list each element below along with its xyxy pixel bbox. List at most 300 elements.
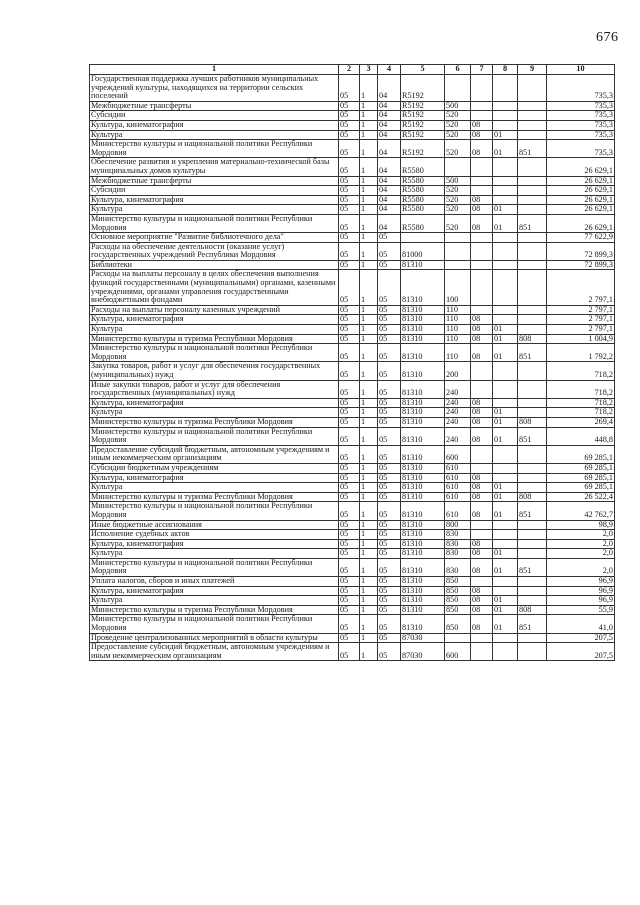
cell-name: Культура, кинематография	[90, 120, 339, 130]
cell-program: 1	[360, 445, 378, 463]
cell-expense-type: 500	[445, 101, 471, 111]
cell-section: 08	[471, 195, 493, 205]
cell-department	[518, 325, 547, 335]
cell-subprogram: 05	[378, 260, 401, 270]
cell-name: Расходы на выплаты персоналу казенных учреждений	[90, 305, 339, 315]
cell-subsection	[493, 120, 518, 130]
table-row	[90, 315, 615, 325]
cell-ministry-code: 05	[339, 260, 360, 270]
cell-ministry-code: 05	[339, 186, 360, 196]
table-header-row	[90, 65, 615, 75]
cell-name: Исполнение судебных актов	[90, 530, 339, 540]
cell-program: 1	[360, 325, 378, 335]
cell-subsection	[493, 242, 518, 260]
cell-subsection	[493, 530, 518, 540]
cell-target-item: R5192	[401, 101, 445, 111]
cell-section	[471, 101, 493, 111]
cell-target-item: 81310	[401, 596, 445, 606]
cell-target-item: 81310	[401, 380, 445, 398]
cell-section: 08	[471, 549, 493, 559]
table-row	[90, 305, 615, 315]
cell-expense-type	[445, 233, 471, 243]
cell-expense-type: 520	[445, 120, 471, 130]
cell-expense-type: 110	[445, 325, 471, 335]
cell-program: 1	[360, 260, 378, 270]
cell-section	[471, 75, 493, 102]
table-row	[90, 427, 615, 445]
table-row	[90, 520, 615, 530]
cell-subprogram: 05	[378, 344, 401, 362]
cell-subprogram: 05	[378, 549, 401, 559]
cell-name: Субсидии	[90, 111, 339, 121]
cell-subsection	[493, 176, 518, 186]
cell-ministry-code: 05	[339, 101, 360, 111]
cell-expense-type	[445, 633, 471, 643]
cell-subprogram: 05	[378, 586, 401, 596]
cell-expense-type: 520	[445, 214, 471, 232]
cell-program: 1	[360, 520, 378, 530]
table-row	[90, 380, 615, 398]
cell-target-item: 81000	[401, 242, 445, 260]
cell-subsection	[493, 362, 518, 380]
cell-subprogram: 05	[378, 417, 401, 427]
cell-amount: 2 797,1	[547, 315, 615, 325]
table-row	[90, 158, 615, 176]
cell-section: 08	[471, 427, 493, 445]
table-row	[90, 596, 615, 606]
cell-ministry-code: 05	[339, 233, 360, 243]
cell-amount: 718,2	[547, 408, 615, 418]
cell-amount: 26 629,1	[547, 214, 615, 232]
table-row	[90, 176, 615, 186]
cell-name: Уплата налогов, сборов и иных платежей	[90, 577, 339, 587]
cell-subprogram: 05	[378, 473, 401, 483]
table-row	[90, 502, 615, 520]
cell-section: 08	[471, 325, 493, 335]
cell-section: 08	[471, 417, 493, 427]
cell-subsection	[493, 633, 518, 643]
cell-ministry-code: 05	[339, 120, 360, 130]
cell-expense-type: 500	[445, 176, 471, 186]
table-row	[90, 233, 615, 243]
cell-program: 1	[360, 205, 378, 215]
table-row	[90, 398, 615, 408]
cell-name: Межбюджетные трансферты	[90, 101, 339, 111]
cell-expense-type: 240	[445, 398, 471, 408]
cell-subsection	[493, 158, 518, 176]
cell-target-item: 81310	[401, 586, 445, 596]
cell-amount: 2 797,1	[547, 325, 615, 335]
table-row	[90, 111, 615, 121]
cell-amount: 69 285,1	[547, 445, 615, 463]
cell-expense-type: 110	[445, 315, 471, 325]
cell-expense-type: 110	[445, 344, 471, 362]
cell-amount: 26 629,1	[547, 176, 615, 186]
cell-target-item: 81310	[401, 427, 445, 445]
cell-target-item: 81310	[401, 334, 445, 344]
cell-subprogram: 05	[378, 530, 401, 540]
table-row	[90, 140, 615, 158]
cell-program: 1	[360, 344, 378, 362]
cell-department	[518, 596, 547, 606]
cell-subsection	[493, 270, 518, 305]
cell-expense-type: 200	[445, 362, 471, 380]
cell-program: 1	[360, 362, 378, 380]
cell-subsection	[493, 195, 518, 205]
table-row	[90, 408, 615, 418]
cell-subprogram: 05	[378, 362, 401, 380]
cell-program: 1	[360, 615, 378, 633]
cell-ministry-code: 05	[339, 195, 360, 205]
cell-target-item: 81310	[401, 463, 445, 473]
cell-section: 08	[471, 334, 493, 344]
cell-expense-type: 610	[445, 483, 471, 493]
cell-target-item: 81310	[401, 549, 445, 559]
cell-amount: 26 629,1	[547, 158, 615, 176]
cell-department	[518, 398, 547, 408]
table-row	[90, 549, 615, 559]
cell-department	[518, 362, 547, 380]
cell-name: Библиотеки	[90, 260, 339, 270]
cell-subsection: 01	[493, 502, 518, 520]
cell-target-item: R5192	[401, 111, 445, 121]
cell-department	[518, 577, 547, 587]
cell-program: 1	[360, 140, 378, 158]
table-row	[90, 270, 615, 305]
table-row	[90, 417, 615, 427]
cell-subprogram: 04	[378, 176, 401, 186]
cell-subprogram: 05	[378, 398, 401, 408]
cell-section	[471, 260, 493, 270]
cell-program: 1	[360, 558, 378, 576]
cell-program: 1	[360, 195, 378, 205]
cell-ministry-code: 05	[339, 596, 360, 606]
cell-department: 808	[518, 492, 547, 502]
header-cell: 7	[471, 65, 493, 75]
cell-amount: 96,9	[547, 586, 615, 596]
cell-amount: 1 004,9	[547, 334, 615, 344]
cell-expense-type: 240	[445, 417, 471, 427]
cell-department: 808	[518, 605, 547, 615]
cell-amount: 72 899,3	[547, 260, 615, 270]
cell-amount: 735,3	[547, 111, 615, 121]
cell-department	[518, 463, 547, 473]
table-row	[90, 539, 615, 549]
cell-ministry-code: 05	[339, 270, 360, 305]
cell-department	[518, 473, 547, 483]
cell-target-item: 81310	[401, 417, 445, 427]
cell-program: 1	[360, 315, 378, 325]
cell-subprogram: 05	[378, 605, 401, 615]
cell-subsection	[493, 473, 518, 483]
cell-expense-type: 830	[445, 549, 471, 559]
cell-target-item: 81310	[401, 270, 445, 305]
cell-expense-type: 830	[445, 530, 471, 540]
cell-department	[518, 120, 547, 130]
cell-name: Министерство культуры и национальной политики Республики Мордовия	[90, 427, 339, 445]
cell-section: 08	[471, 315, 493, 325]
cell-department: 808	[518, 417, 547, 427]
cell-department	[518, 75, 547, 102]
cell-ministry-code: 05	[339, 539, 360, 549]
cell-amount: 98,9	[547, 520, 615, 530]
cell-section	[471, 158, 493, 176]
cell-ministry-code: 05	[339, 445, 360, 463]
cell-subprogram: 05	[378, 315, 401, 325]
cell-target-item: R5580	[401, 214, 445, 232]
cell-expense-type: 800	[445, 520, 471, 530]
cell-section: 08	[471, 130, 493, 140]
cell-section	[471, 305, 493, 315]
cell-subsection: 01	[493, 408, 518, 418]
cell-subprogram: 05	[378, 380, 401, 398]
cell-subsection: 01	[493, 558, 518, 576]
table-row	[90, 242, 615, 260]
cell-department: 851	[518, 344, 547, 362]
cell-department	[518, 315, 547, 325]
table-row	[90, 445, 615, 463]
cell-program: 1	[360, 334, 378, 344]
cell-name: Субсидии бюджетным учреждениям	[90, 463, 339, 473]
cell-subprogram: 05	[378, 483, 401, 493]
cell-program: 1	[360, 549, 378, 559]
cell-ministry-code: 05	[339, 427, 360, 445]
cell-program: 1	[360, 158, 378, 176]
cell-ministry-code: 05	[339, 483, 360, 493]
page-number: 676	[596, 30, 619, 45]
cell-subsection: 01	[493, 615, 518, 633]
cell-amount: 42 762,7	[547, 502, 615, 520]
table-row	[90, 558, 615, 576]
cell-subsection	[493, 520, 518, 530]
cell-program: 1	[360, 417, 378, 427]
table-row	[90, 577, 615, 587]
cell-ministry-code: 05	[339, 305, 360, 315]
cell-subsection	[493, 577, 518, 587]
cell-name: Культура, кинематография	[90, 473, 339, 483]
cell-subsection	[493, 398, 518, 408]
cell-department	[518, 242, 547, 260]
cell-name: Предоставление субсидий бюджетным, автономным учреждениям и иным некоммерческим организациям	[90, 445, 339, 463]
cell-amount: 2 797,1	[547, 270, 615, 305]
cell-subprogram: 05	[378, 539, 401, 549]
cell-subsection	[493, 186, 518, 196]
cell-subsection: 01	[493, 605, 518, 615]
cell-subprogram: 04	[378, 214, 401, 232]
cell-ministry-code: 05	[339, 140, 360, 158]
cell-section	[471, 111, 493, 121]
table-row	[90, 260, 615, 270]
cell-target-item: 81310	[401, 577, 445, 587]
cell-expense-type: 110	[445, 305, 471, 315]
cell-target-item	[401, 233, 445, 243]
cell-department	[518, 158, 547, 176]
cell-ministry-code: 05	[339, 492, 360, 502]
cell-subprogram: 05	[378, 520, 401, 530]
cell-name: Культура, кинематография	[90, 315, 339, 325]
cell-subprogram: 04	[378, 101, 401, 111]
cell-section	[471, 186, 493, 196]
cell-subprogram: 04	[378, 195, 401, 205]
table-row	[90, 530, 615, 540]
cell-ministry-code: 05	[339, 473, 360, 483]
cell-expense-type: 830	[445, 539, 471, 549]
cell-program: 1	[360, 408, 378, 418]
cell-expense-type: 830	[445, 558, 471, 576]
cell-expense-type: 850	[445, 577, 471, 587]
cell-department	[518, 186, 547, 196]
cell-name: Министерство культуры и национальной политики Республики Мордовия	[90, 615, 339, 633]
cell-amount: 26 522,4	[547, 492, 615, 502]
cell-target-item: 87030	[401, 643, 445, 661]
cell-target-item: R5192	[401, 140, 445, 158]
cell-section	[471, 233, 493, 243]
cell-amount: 207,5	[547, 633, 615, 643]
cell-subsection: 01	[493, 427, 518, 445]
cell-ministry-code: 05	[339, 205, 360, 215]
table-row	[90, 344, 615, 362]
cell-name: Культура, кинематография	[90, 539, 339, 549]
cell-target-item: 81310	[401, 520, 445, 530]
cell-department: 851	[518, 427, 547, 445]
cell-department	[518, 483, 547, 493]
cell-expense-type	[445, 242, 471, 260]
cell-target-item: R5192	[401, 75, 445, 102]
cell-department	[518, 111, 547, 121]
cell-subsection	[493, 305, 518, 315]
cell-ministry-code: 05	[339, 380, 360, 398]
cell-section: 08	[471, 492, 493, 502]
cell-section: 08	[471, 502, 493, 520]
cell-program: 1	[360, 539, 378, 549]
cell-expense-type: 610	[445, 473, 471, 483]
cell-section: 08	[471, 120, 493, 130]
cell-target-item: R5580	[401, 186, 445, 196]
cell-target-item: 81310	[401, 539, 445, 549]
cell-program: 1	[360, 605, 378, 615]
cell-expense-type: 110	[445, 334, 471, 344]
cell-program: 1	[360, 643, 378, 661]
cell-program: 1	[360, 577, 378, 587]
cell-name: Министерство культуры и национальной политики Республики Мордовия	[90, 344, 339, 362]
cell-subprogram: 04	[378, 205, 401, 215]
cell-program: 1	[360, 101, 378, 111]
cell-department	[518, 195, 547, 205]
cell-target-item: R5580	[401, 158, 445, 176]
cell-name: Культура, кинематография	[90, 195, 339, 205]
cell-ministry-code: 05	[339, 558, 360, 576]
cell-name: Основное мероприятие "Развитие библиотечного дела"	[90, 233, 339, 243]
cell-section: 08	[471, 615, 493, 633]
cell-subprogram: 05	[378, 596, 401, 606]
cell-subprogram: 04	[378, 75, 401, 102]
cell-subsection	[493, 539, 518, 549]
table-row	[90, 483, 615, 493]
cell-subsection: 01	[493, 325, 518, 335]
cell-section	[471, 577, 493, 587]
header-cell: 1	[90, 65, 339, 75]
cell-expense-type: 610	[445, 492, 471, 502]
cell-subprogram: 04	[378, 130, 401, 140]
cell-program: 1	[360, 502, 378, 520]
cell-name: Культура, кинематография	[90, 586, 339, 596]
cell-department	[518, 586, 547, 596]
cell-department	[518, 408, 547, 418]
cell-department	[518, 445, 547, 463]
cell-subsection: 01	[493, 334, 518, 344]
cell-ministry-code: 05	[339, 417, 360, 427]
cell-amount: 2 797,1	[547, 305, 615, 315]
table-row	[90, 586, 615, 596]
cell-department	[518, 176, 547, 186]
cell-amount: 69 285,1	[547, 463, 615, 473]
cell-department	[518, 633, 547, 643]
cell-name: Культура	[90, 549, 339, 559]
cell-section: 08	[471, 205, 493, 215]
table-row	[90, 205, 615, 215]
cell-ministry-code: 05	[339, 362, 360, 380]
cell-program: 1	[360, 186, 378, 196]
cell-target-item: R5580	[401, 176, 445, 186]
cell-department	[518, 530, 547, 540]
cell-subsection: 01	[493, 549, 518, 559]
header-cell: 4	[378, 65, 401, 75]
cell-expense-type: 850	[445, 605, 471, 615]
cell-ministry-code: 05	[339, 344, 360, 362]
cell-subsection: 01	[493, 483, 518, 493]
cell-department	[518, 205, 547, 215]
budget-table	[89, 64, 615, 661]
cell-target-item: 81310	[401, 408, 445, 418]
cell-section: 08	[471, 473, 493, 483]
header-cell: 9	[518, 65, 547, 75]
table-row	[90, 463, 615, 473]
cell-department	[518, 260, 547, 270]
cell-target-item: 81310	[401, 502, 445, 520]
cell-department	[518, 233, 547, 243]
table-row	[90, 214, 615, 232]
cell-amount: 448,8	[547, 427, 615, 445]
cell-program: 1	[360, 427, 378, 445]
cell-program: 1	[360, 75, 378, 102]
cell-department: 851	[518, 558, 547, 576]
cell-ministry-code: 05	[339, 463, 360, 473]
cell-target-item: 81310	[401, 530, 445, 540]
table-row	[90, 492, 615, 502]
cell-subprogram: 05	[378, 325, 401, 335]
cell-amount: 735,3	[547, 101, 615, 111]
cell-program: 1	[360, 111, 378, 121]
cell-subprogram: 05	[378, 463, 401, 473]
cell-section	[471, 242, 493, 260]
cell-subprogram: 05	[378, 502, 401, 520]
cell-ministry-code: 05	[339, 325, 360, 335]
cell-program: 1	[360, 270, 378, 305]
cell-ministry-code: 05	[339, 520, 360, 530]
cell-expense-type: 600	[445, 643, 471, 661]
cell-subsection: 01	[493, 205, 518, 215]
cell-amount: 69 285,1	[547, 473, 615, 483]
cell-department	[518, 130, 547, 140]
cell-ministry-code: 05	[339, 398, 360, 408]
table-row	[90, 633, 615, 643]
cell-amount: 2,0	[547, 549, 615, 559]
cell-department: 851	[518, 502, 547, 520]
cell-name: Иные бюджетные ассигнования	[90, 520, 339, 530]
cell-section	[471, 176, 493, 186]
cell-section: 08	[471, 539, 493, 549]
cell-section: 08	[471, 344, 493, 362]
